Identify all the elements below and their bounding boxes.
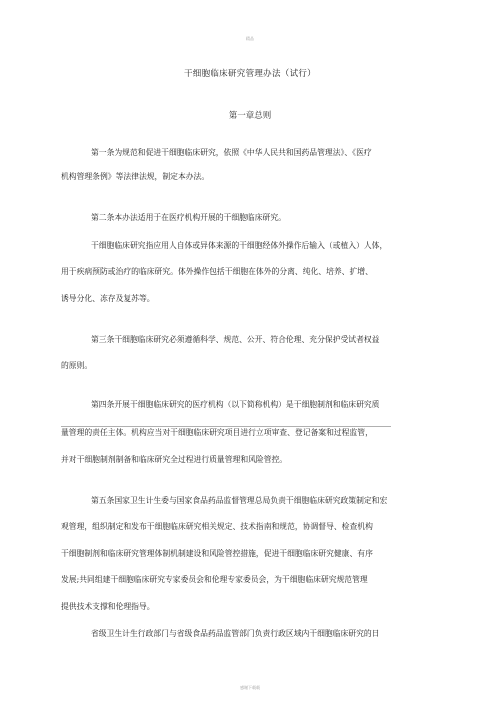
paragraph-line: 第二条本办法适用于在医疗机构开展的干细胞临床研究。 (91, 213, 286, 222)
page-footer-mark: 感谢下载载 (240, 685, 260, 690)
paragraph-line: 诱导分化、冻存及复苏等。 (61, 294, 155, 303)
paragraph-line: 第四条开展干细胞临床研究的医疗机构（以下简称机构）是干细胞制剂和临床研究质 (91, 400, 380, 409)
paragraph-line: 并对干细胞制剂制备和临床研究全过程进行质量管理和风险管控。 (61, 455, 288, 464)
paragraph-line: 量管理的责任主体。机构应当对干细胞临床研究项目进行立项审查、登记备案和过程监管， (61, 428, 373, 437)
paragraph-line: 第五条国家卫生计生委与国家食品药品监督管理总局负责干细胞临床研究政策制定和宏 (91, 496, 388, 505)
paragraph-line: 省级卫生计生行政部门与省级食品药品监管部门负责行政区域内干细胞临床研究的日 (91, 629, 380, 638)
document-title: 干细胞临床研究管理办法（试行） (183, 69, 316, 79)
paragraph-line: 干细胞临床研究指应用人自体或异体来源的干细胞经体外操作后输入（或植入）人体， (91, 241, 388, 250)
paragraph-line: 观管理，组织制定和发布干细胞临床研究相关规定、技术指南和规范，协调督导、检查机构 (61, 522, 373, 531)
paragraph-line: 提供技术支撑和伦理指导。 (61, 602, 155, 611)
paragraph-line: 发展;共同组建干细胞临床研究专家委员会和伦理专家委员会，为干细胞临床研究规范管理 (61, 575, 368, 584)
paragraph-line: 用于疾病预防或治疗的临床研究。体外操作包括干细胞在体外的分离、纯化、培养、扩增、 (61, 267, 373, 276)
horizontal-rule (61, 426, 391, 427)
page-header-mark: 精品 (246, 36, 254, 41)
paragraph-line: 干细胞制剂和临床研究管理体制机制建设和风险管控措施，促进干细胞临床研究健康、有序 (61, 549, 373, 558)
paragraph-line: 机构管理条例》等法律法规，制定本办法。 (61, 172, 210, 181)
paragraph-line: 第一条为规范和促进干细胞临床研究，依照《中华人民共和国药品管理法》、《医疗 (91, 148, 372, 157)
chapter-heading: 第一章总则 (228, 111, 272, 121)
paragraph-line: 的原则。 (61, 361, 93, 370)
paragraph-line: 第三条干细胞临床研究必须遵循科学、规范、公开、符合伦理、充分保护受试者权益 (91, 335, 380, 344)
